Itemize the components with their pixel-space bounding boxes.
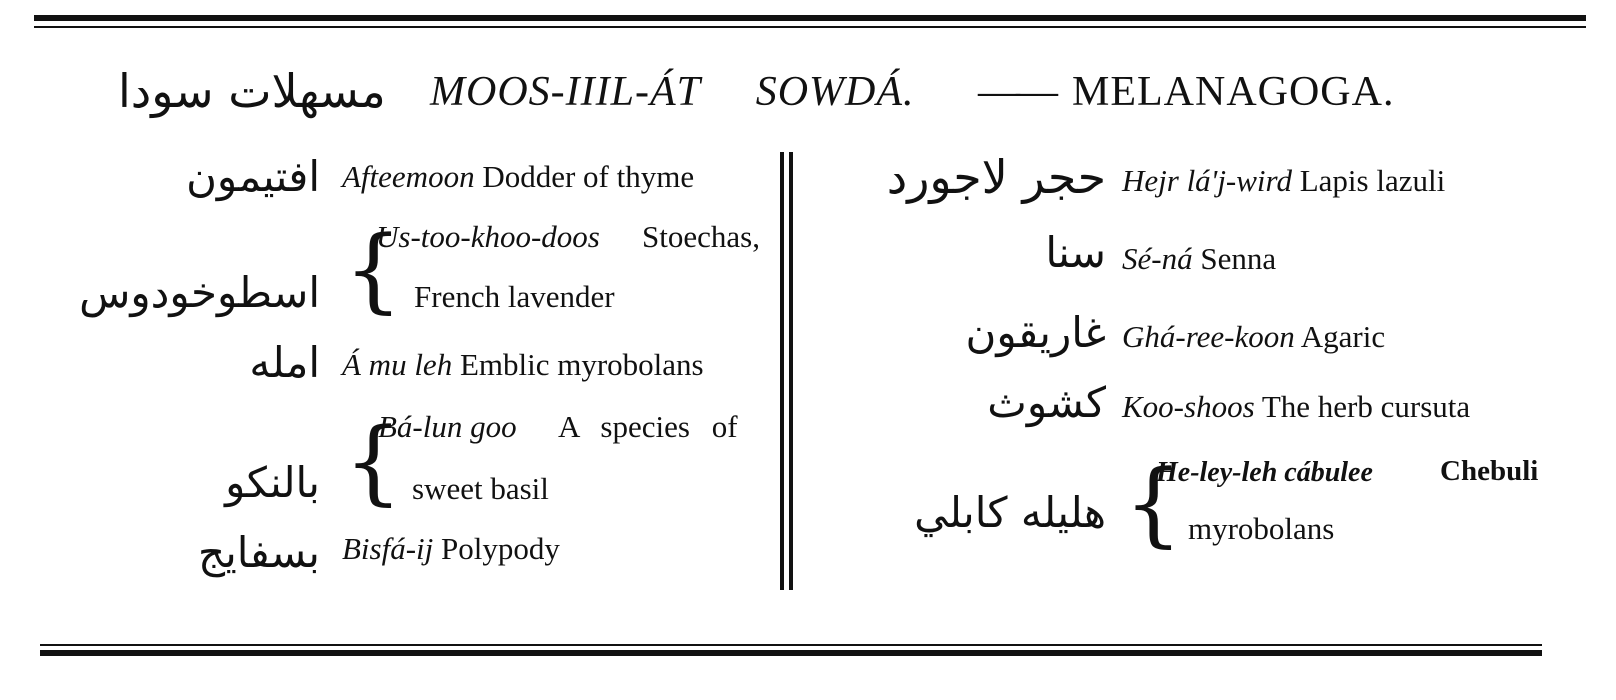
right-entry-5-term: He-ley-leh cábulee xyxy=(1156,457,1373,488)
right-entry-1-term: Hejr lá'j-wird xyxy=(1122,163,1292,198)
right-entry-3-text xyxy=(1122,318,1385,356)
right-entry-2-text xyxy=(1122,240,1276,278)
title-transliteration: MOOS-IIIL-ÁT SOWDÁ. xyxy=(430,69,915,115)
right-entry-5-meaning-1: Chebuli xyxy=(1440,455,1539,487)
right-entry-5-brace: { xyxy=(1124,450,1183,557)
left-entry-1-meaning: Dodder of thyme xyxy=(482,159,695,194)
bottom-rule-thin xyxy=(40,644,1542,646)
left-entry-4-meaning-2: sweet basil xyxy=(412,471,549,506)
left-entry-1-text xyxy=(342,158,694,196)
right-entry-3-arabic: غاريقون xyxy=(965,308,1106,357)
left-entry-5-term: Bisfá-ij xyxy=(342,531,434,566)
right-entry-3-meaning: Agaric xyxy=(1300,319,1386,354)
right-entry-3-term: Ghá-ree-koon xyxy=(1122,319,1295,354)
right-entry-4-arabic: كشوث xyxy=(987,378,1106,427)
column-divider-right xyxy=(789,152,793,590)
right-entry-4-term: Koo-shoos xyxy=(1122,389,1255,424)
top-rule-thick xyxy=(34,15,1586,21)
left-entry-1-arabic: افتيمون xyxy=(186,152,320,201)
left-entry-3-text xyxy=(342,346,704,384)
left-entry-3-arabic: امله xyxy=(249,338,320,387)
title-arabic: مسهلات سودا xyxy=(118,64,386,118)
left-entry-2-brace: { xyxy=(344,216,403,323)
right-entry-5-meaning-2: myrobolans xyxy=(1188,511,1335,546)
right-entry-5-arabic: هليله كابلي xyxy=(914,488,1106,537)
column-divider-left xyxy=(780,152,784,590)
left-entry-4-meaning-1: A species of xyxy=(558,409,738,444)
right-entry-2-arabic: سنا xyxy=(1045,228,1106,277)
right-entry-2-term: Sé-ná xyxy=(1122,241,1193,276)
left-entry-4-arabic: بالنكو xyxy=(225,458,320,507)
left-entry-2-meaning-1: Stoechas, xyxy=(642,219,760,254)
left-entry-4-line1 xyxy=(378,408,517,446)
right-entry-2-meaning: Senna xyxy=(1200,241,1277,276)
left-entry-5-arabic: بسفايج xyxy=(197,528,320,577)
right-entry-4-meaning: The herb cursuta xyxy=(1261,389,1471,424)
left-entry-1-term: Afteemoon xyxy=(342,159,475,194)
left-entry-4-brace: { xyxy=(344,408,403,515)
right-entry-1-text xyxy=(1122,162,1445,200)
title-dash: —— xyxy=(978,69,1054,115)
bottom-rule-thick xyxy=(40,650,1542,656)
left-entry-2-term: Us-too-khoo-doos xyxy=(376,219,600,254)
top-rule-thin xyxy=(34,26,1586,28)
left-entry-5-meaning: Polypody xyxy=(441,531,560,566)
right-entry-1-meaning: Lapis lazuli xyxy=(1299,163,1446,198)
left-entry-2-arabic: اسطوخودوس xyxy=(79,268,320,317)
page-title xyxy=(0,62,1616,132)
left-entry-2-line1 xyxy=(376,218,600,256)
right-entry-1-arabic: حجر لاجورد xyxy=(886,150,1106,204)
left-entry-4-term: Bá-lun goo xyxy=(378,409,517,444)
left-entry-3-term: Á mu leh xyxy=(342,347,453,382)
right-entry-4-text xyxy=(1122,388,1470,426)
left-entry-2-meaning-2: French lavender xyxy=(414,279,615,314)
left-entry-5-text xyxy=(342,530,560,568)
right-entry-5-line1 xyxy=(1156,452,1373,492)
left-entry-3-meaning: Emblic myrobolans xyxy=(459,347,704,382)
title-latin: MELANAGOGA. xyxy=(1072,69,1395,115)
